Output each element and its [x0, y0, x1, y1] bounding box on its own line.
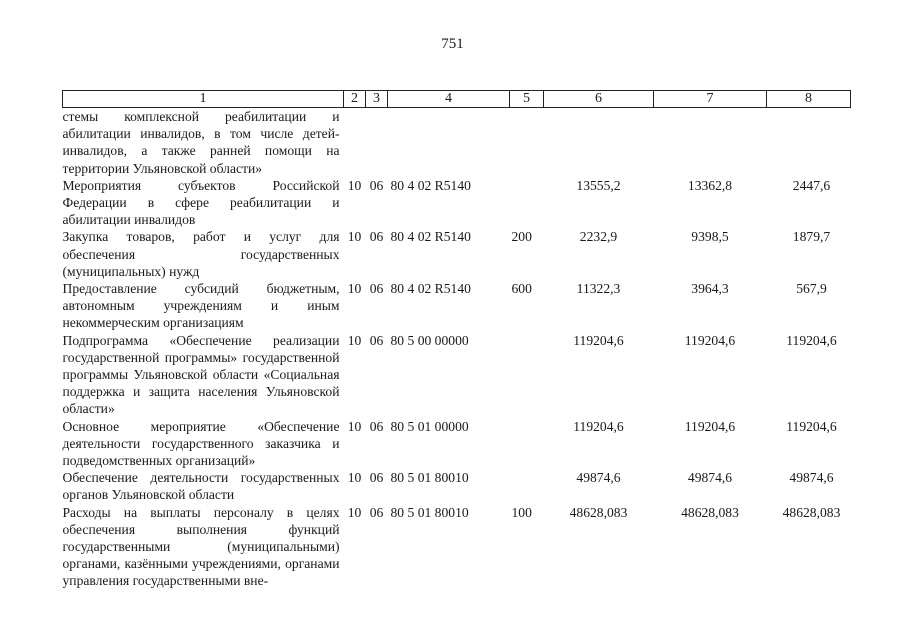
- row-name: Расходы на выплаты персоналу в целях обеспечения выполнения функций государственными (муниципальными) органами, казёнными учреждениями, органами управления государственными вне-: [62, 504, 340, 589]
- row-value-6: 119204,6: [573, 418, 624, 434]
- row-value-6: 2232,9: [579, 229, 618, 245]
- row-target-code: 80 5 01 80010: [390, 504, 469, 520]
- header-cell-4: 4: [388, 91, 510, 108]
- row-subsection: 06: [369, 470, 384, 486]
- row-value-6: 13555,2: [576, 177, 621, 193]
- row-name: Обеспечение деятельности государственных органов Ульяновской области: [62, 470, 340, 503]
- row-target-code: 80 4 02 R5140: [390, 177, 471, 193]
- table-row: [63, 228, 851, 280]
- row-expense-type: 600: [511, 281, 532, 297]
- row-value-7: [654, 108, 767, 177]
- row-expense-type: 100: [511, 504, 532, 520]
- header-cell-7: 7: [654, 91, 767, 108]
- row-section: 10: [347, 332, 362, 348]
- row-name: Предоставление субсидий бюджетным, автономным учреждениям и иным некоммерческим организациям: [62, 281, 340, 331]
- row-expense-type: [510, 332, 544, 418]
- row-target-code: 80 5 01 80010: [390, 470, 469, 486]
- row-section: 10: [347, 229, 362, 245]
- row-target-code: [388, 108, 510, 177]
- row-name: Подпрограмма «Обеспечение реализации государственной программы» государственной программы Ульяновской области «Социальная поддержка и защита населения Ульяновской области»: [62, 332, 340, 417]
- header-cell-8: 8: [767, 91, 851, 108]
- row-expense-type: 200: [511, 229, 532, 245]
- row-name: стемы комплексной реабилитации и абилитации инвалидов, в том числе детей-инвалидов, а также ранней помощи на территории Ульяновской области»: [62, 109, 340, 176]
- row-value-8: 2447,6: [792, 177, 831, 193]
- row-value-7: 9398,5: [691, 229, 729, 245]
- row-name: Основное мероприятие «Обеспечение деятельности государственного заказчика и подведомственных организаций»: [62, 418, 340, 469]
- row-value-8: 1879,7: [792, 229, 831, 245]
- budget-table: [62, 90, 851, 590]
- row-value-7: 13362,8: [687, 177, 733, 193]
- row-expense-type: [510, 108, 544, 177]
- table-row: [63, 332, 851, 418]
- table-row: [63, 177, 851, 229]
- table-row: [63, 469, 851, 503]
- row-value-7: 48628,083: [681, 504, 739, 520]
- row-subsection: [366, 108, 388, 177]
- row-value-8: 119204,6: [786, 418, 837, 434]
- row-value-6: 49874,6: [576, 470, 621, 486]
- row-subsection: 06: [369, 177, 384, 193]
- row-section: 10: [347, 504, 362, 520]
- row-value-8: 48628,083: [782, 504, 841, 520]
- row-section: 10: [347, 470, 362, 486]
- row-subsection: 06: [369, 504, 384, 520]
- row-expense-type: [510, 469, 544, 503]
- row-section: 10: [347, 418, 362, 434]
- table-row: [63, 504, 851, 590]
- row-value-6: [544, 108, 654, 177]
- row-value-8: 49874,6: [789, 470, 834, 486]
- row-value-6: 119204,6: [573, 332, 624, 348]
- row-target-code: 80 4 02 R5140: [390, 229, 471, 245]
- row-value-7: 3964,3: [691, 281, 729, 297]
- row-subsection: 06: [369, 281, 384, 297]
- row-target-code: 80 5 00 00000: [390, 332, 469, 348]
- table-row: [63, 280, 851, 332]
- row-expense-type: [510, 177, 544, 229]
- table-row: [63, 418, 851, 470]
- row-subsection: 06: [369, 418, 384, 434]
- row-value-8: 567,9: [796, 281, 827, 297]
- row-section: [344, 108, 366, 177]
- header-cell-1: 1: [63, 91, 344, 108]
- row-section: 10: [347, 281, 362, 297]
- row-subsection: 06: [369, 332, 384, 348]
- header-row: [63, 91, 851, 108]
- row-target-code: 80 4 02 R5140: [390, 281, 471, 297]
- row-section: 10: [347, 177, 362, 193]
- table-row: [63, 108, 851, 177]
- header-cell-5: 5: [510, 91, 544, 108]
- header-cell-2: 2: [344, 91, 366, 108]
- row-value-7: 119204,6: [684, 332, 736, 348]
- row-value-7: 49874,6: [687, 470, 733, 486]
- row-value-6: 11322,3: [576, 281, 621, 297]
- header-cell-3: 3: [366, 91, 388, 108]
- row-value-6: 48628,083: [569, 504, 628, 520]
- row-value-8: [767, 108, 851, 177]
- row-subsection: 06: [369, 229, 384, 245]
- row-name: Закупка товаров, работ и услуг для обеспечения государственных (муниципальных) нужд: [62, 229, 340, 279]
- row-target-code: 80 5 01 00000: [390, 418, 469, 434]
- header-cell-6: 6: [544, 91, 654, 108]
- page-number: 751: [441, 36, 464, 52]
- row-expense-type: [510, 418, 544, 470]
- row-value-8: 119204,6: [786, 332, 837, 348]
- row-name: Мероприятия субъектов Российской Федерации в сфере реабилитации и абилитации инвалидов: [62, 177, 340, 228]
- row-value-7: 119204,6: [684, 418, 736, 434]
